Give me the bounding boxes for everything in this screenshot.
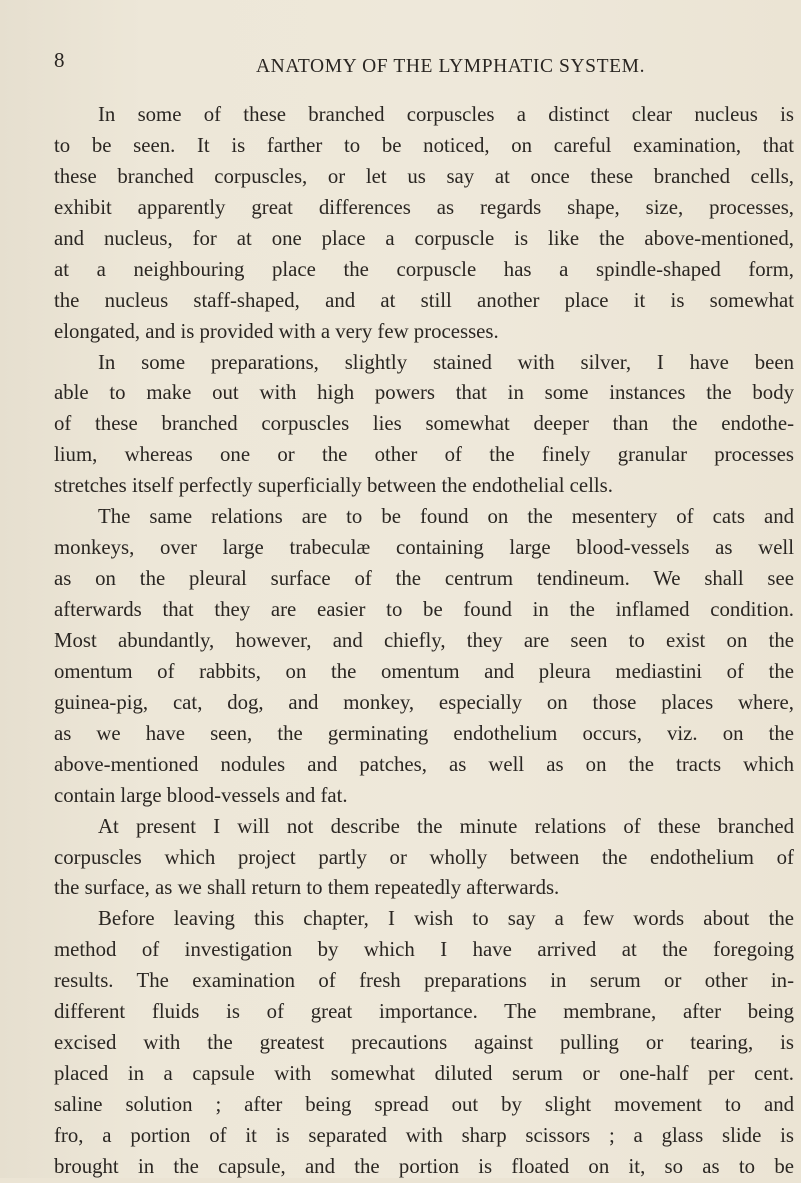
page-number: 8 bbox=[54, 48, 65, 72]
text-line: brought in the capsule, and the portion is floated on it, so as to be bbox=[54, 1154, 794, 1178]
text-line: fro, a portion of it is separated with sharp scissors ; a glass slide is bbox=[54, 1123, 794, 1147]
text-line: and nucleus, for at one place a corpuscle is like the above-mentioned, bbox=[54, 226, 794, 250]
text-line: results. The examination of fresh preparations in serum or other in- bbox=[54, 969, 794, 993]
text-line: elongated, and is provided with a very few processes. bbox=[54, 319, 499, 343]
body-text bbox=[54, 100, 794, 1183]
text-line: guinea-pig, cat, dog, and monkey, especially on those places where, bbox=[54, 690, 794, 714]
text-line: Before leaving this chapter, I wish to say a few words about the bbox=[98, 907, 794, 931]
text-line: as on the pleural surface of the centrum tendineum. We shall see bbox=[54, 567, 794, 591]
text-line: In some of these branched corpuscles a distinct clear nucleus is bbox=[98, 103, 794, 126]
text-line: afterwards that they are easier to be found in the inflamed condition. bbox=[54, 598, 794, 621]
text-line: as we have seen, the germinating endothelium occurs, viz. on the bbox=[54, 721, 794, 745]
text-line: corpuscles which project partly or wholly between the endothelium of bbox=[54, 845, 794, 869]
text-line: contain large blood-vessels and fat. bbox=[54, 783, 348, 807]
text-line: monkeys, over large trabeculæ containing large blood-vessels as well bbox=[54, 536, 794, 560]
running-title: ANATOMY OF THE LYMPHATIC SYSTEM. bbox=[256, 56, 646, 77]
text-line: stretches itself perfectly superficially between the endothelial cells. bbox=[54, 474, 613, 498]
text-line: able to make out with high powers that in some instances the body bbox=[54, 381, 794, 405]
text-line: The same relations are to be found on the mesentery of cats and bbox=[98, 505, 794, 529]
text-line: In some preparations, slightly stained with silver, I have been bbox=[98, 350, 794, 374]
text-line: saline solution ; after being spread out by slight movement to and bbox=[54, 1093, 794, 1116]
text-line: excised with the greatest precautions against pulling or tearing, is bbox=[54, 1031, 794, 1055]
text-line: method of investigation by which I have arrived at the foregoing bbox=[54, 938, 794, 962]
text-line: placed in a capsule with somewhat diluted serum or one-half per cent. bbox=[54, 1062, 794, 1086]
text-line: above-mentioned nodules and patches, as well as on the tracts which bbox=[54, 752, 794, 776]
text-line: the nucleus staff-shaped, and at still another place it is somewhat bbox=[54, 288, 794, 312]
text-line: Most abundantly, however, and chiefly, they are seen to exist on the bbox=[54, 628, 794, 652]
text-line: to be seen. It is farther to be noticed, on careful examination, that bbox=[54, 133, 794, 157]
running-head bbox=[54, 48, 771, 84]
text-line: omentum of rabbits, on the omentum and pleura mediastini of the bbox=[54, 659, 794, 683]
text-line: of these branched corpuscles lies somewhat deeper than the endothe- bbox=[54, 412, 794, 436]
text-line: lium, whereas one or the other of the finely granular processes bbox=[54, 443, 794, 467]
text-line: At present I will not describe the minute relations of these branched bbox=[98, 814, 794, 838]
text-line: these branched corpuscles, or let us say at once these branched cells, bbox=[54, 164, 794, 188]
text-line: the surface, as we shall return to them repeatedly afterwards. bbox=[54, 876, 560, 900]
text-line: different fluids is of great importance. The membrane, after being bbox=[54, 1000, 794, 1024]
text-line: exhibit apparently great differences as regards shape, size, processes, bbox=[54, 195, 794, 219]
text-line: at a neighbouring place the corpuscle has a spindle-shaped form, bbox=[54, 257, 794, 281]
